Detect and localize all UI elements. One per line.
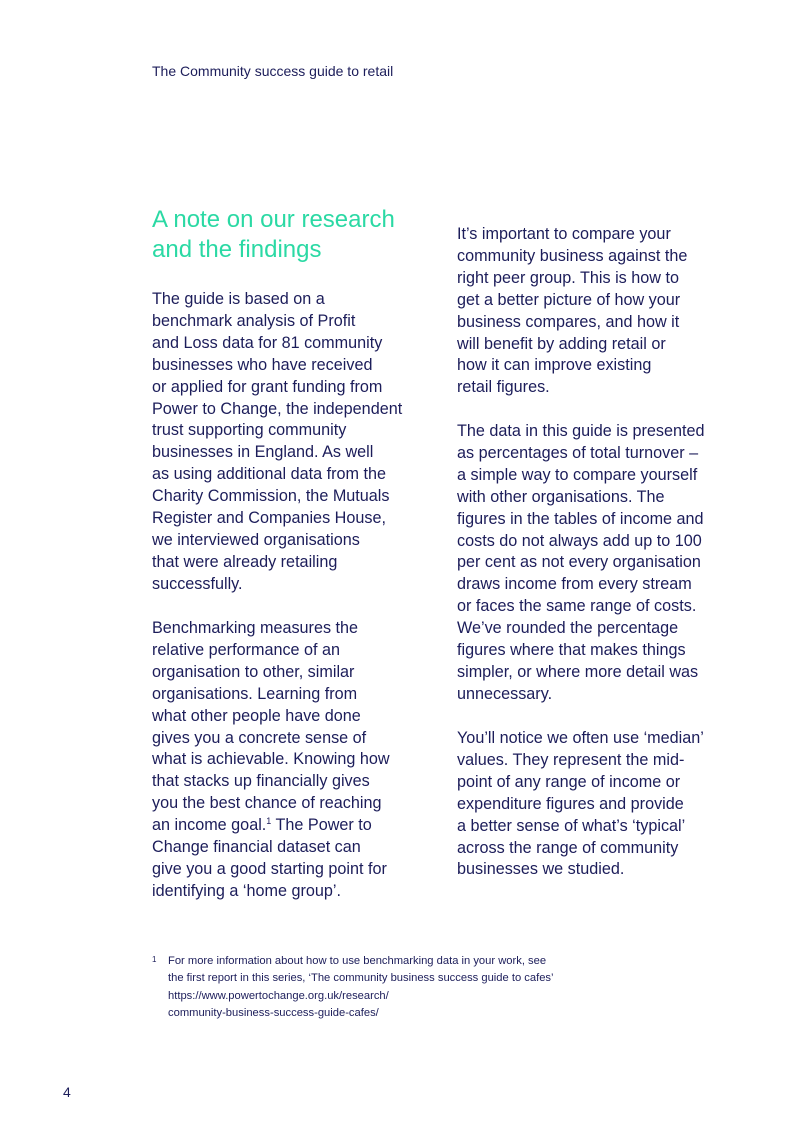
text-line: or applied for grant funding from xyxy=(152,377,383,396)
text-line: what is achievable. Knowing how xyxy=(152,750,390,769)
text-line: figures where that makes things xyxy=(457,641,686,660)
footnote-marker: 1 xyxy=(152,955,157,964)
text-fragment: an income goal. xyxy=(152,816,267,835)
text-line: gives you a concrete sense of xyxy=(152,728,367,747)
text-line: Register and Companies House, xyxy=(152,509,386,528)
right-paragraph-1 xyxy=(457,224,747,399)
text-line: The guide is based on a xyxy=(152,290,325,308)
text-line: get a better picture of how your xyxy=(457,290,681,309)
text-line: draws income from every stream xyxy=(457,575,692,594)
text-line: figures in the tables of income and xyxy=(457,509,704,528)
footnote-reference[interactable]: 1 xyxy=(266,816,272,827)
text-line: how it can improve existing xyxy=(457,356,652,375)
text-line-with-footnote xyxy=(152,815,427,837)
text-line: will benefit by adding retail or xyxy=(457,334,666,353)
footnote-line: the first report in this series, ‘The community business success guide to cafes’ xyxy=(168,972,554,985)
text-line: Benchmarking measures the xyxy=(152,619,359,637)
left-paragraph-2 xyxy=(152,618,427,903)
text-line: community business against the xyxy=(457,246,688,265)
text-line: that were already retailing xyxy=(152,552,338,571)
text-line: that stacks up financially gives xyxy=(152,772,370,791)
text-line: You’ll notice we often use ‘median’ xyxy=(457,729,704,747)
text-line: costs do not always add up to 100 xyxy=(457,531,702,550)
text-line: Charity Commission, the Mutuals xyxy=(152,487,390,506)
text-line: and Loss data for 81 community xyxy=(152,333,383,352)
section-heading-line-2: and the findings xyxy=(152,236,322,263)
text-line: businesses we studied. xyxy=(457,860,625,879)
text-line: business compares, and how it xyxy=(457,312,680,331)
text-line: per cent as not every organisation xyxy=(457,553,701,572)
text-line: as percentages of total turnover – xyxy=(457,443,699,462)
text-line: point of any range of income or xyxy=(457,772,681,791)
text-line: a simple way to compare yourself xyxy=(457,465,698,484)
text-line: we interviewed organisations xyxy=(152,530,360,549)
text-line: unnecessary. xyxy=(457,684,553,703)
text-line: The data in this guide is presented xyxy=(457,422,705,440)
text-line: expenditure figures and provide xyxy=(457,794,684,813)
text-line: simpler, or where more detail was xyxy=(457,662,699,681)
text-line: organisation to other, similar xyxy=(152,662,355,681)
text-line: trust supporting community xyxy=(152,421,347,440)
page-number: 4 xyxy=(63,1084,71,1100)
left-paragraph-1 xyxy=(152,289,427,596)
text-line: benchmark analysis of Profit xyxy=(152,311,356,330)
text-line: or faces the same range of costs. xyxy=(457,597,697,616)
text-fragment: The Power to xyxy=(271,816,372,835)
text-line: a better sense of what’s ‘typical’ xyxy=(457,816,686,835)
text-line: businesses in England. As well xyxy=(152,443,374,462)
text-line: give you a good starting point for xyxy=(152,859,387,878)
text-line: Power to Change, the independent xyxy=(152,399,403,418)
footnote-url-line[interactable]: community-business-success-guide-cafes/ xyxy=(168,1006,379,1019)
text-line: you the best chance of reaching xyxy=(152,794,382,813)
text-line: Change financial dataset can xyxy=(152,838,361,857)
text-line: with other organisations. The xyxy=(457,487,665,506)
text-line: retail figures. xyxy=(457,378,550,397)
text-line: identifying a ‘home group’. xyxy=(152,881,341,900)
footnote-url-line[interactable]: https://www.powertochange.org.uk/research/ xyxy=(168,989,389,1002)
section-heading-line-1: A note on our research xyxy=(152,206,395,233)
footnote-body xyxy=(168,953,668,1022)
text-line: successfully. xyxy=(152,574,243,593)
text-line: organisations. Learning from xyxy=(152,684,358,703)
text-line: across the range of community xyxy=(457,838,679,857)
text-line: what other people have done xyxy=(152,706,361,725)
running-header: The Community success guide to retail xyxy=(152,63,394,79)
text-line: relative performance of an xyxy=(152,640,341,659)
footnote-line: For more information about how to use benchmarking data in your work, see xyxy=(168,955,547,967)
text-line: It’s important to compare your xyxy=(457,225,671,243)
text-line: as using additional data from the xyxy=(152,465,386,484)
text-line: values. They represent the mid- xyxy=(457,750,685,769)
right-paragraph-2 xyxy=(457,421,747,706)
text-line: We’ve rounded the percentage xyxy=(457,619,679,638)
section-heading xyxy=(152,205,422,265)
right-paragraph-3 xyxy=(457,728,747,881)
text-line: right peer group. This is how to xyxy=(457,268,679,287)
text-line: businesses who have received xyxy=(152,355,373,374)
